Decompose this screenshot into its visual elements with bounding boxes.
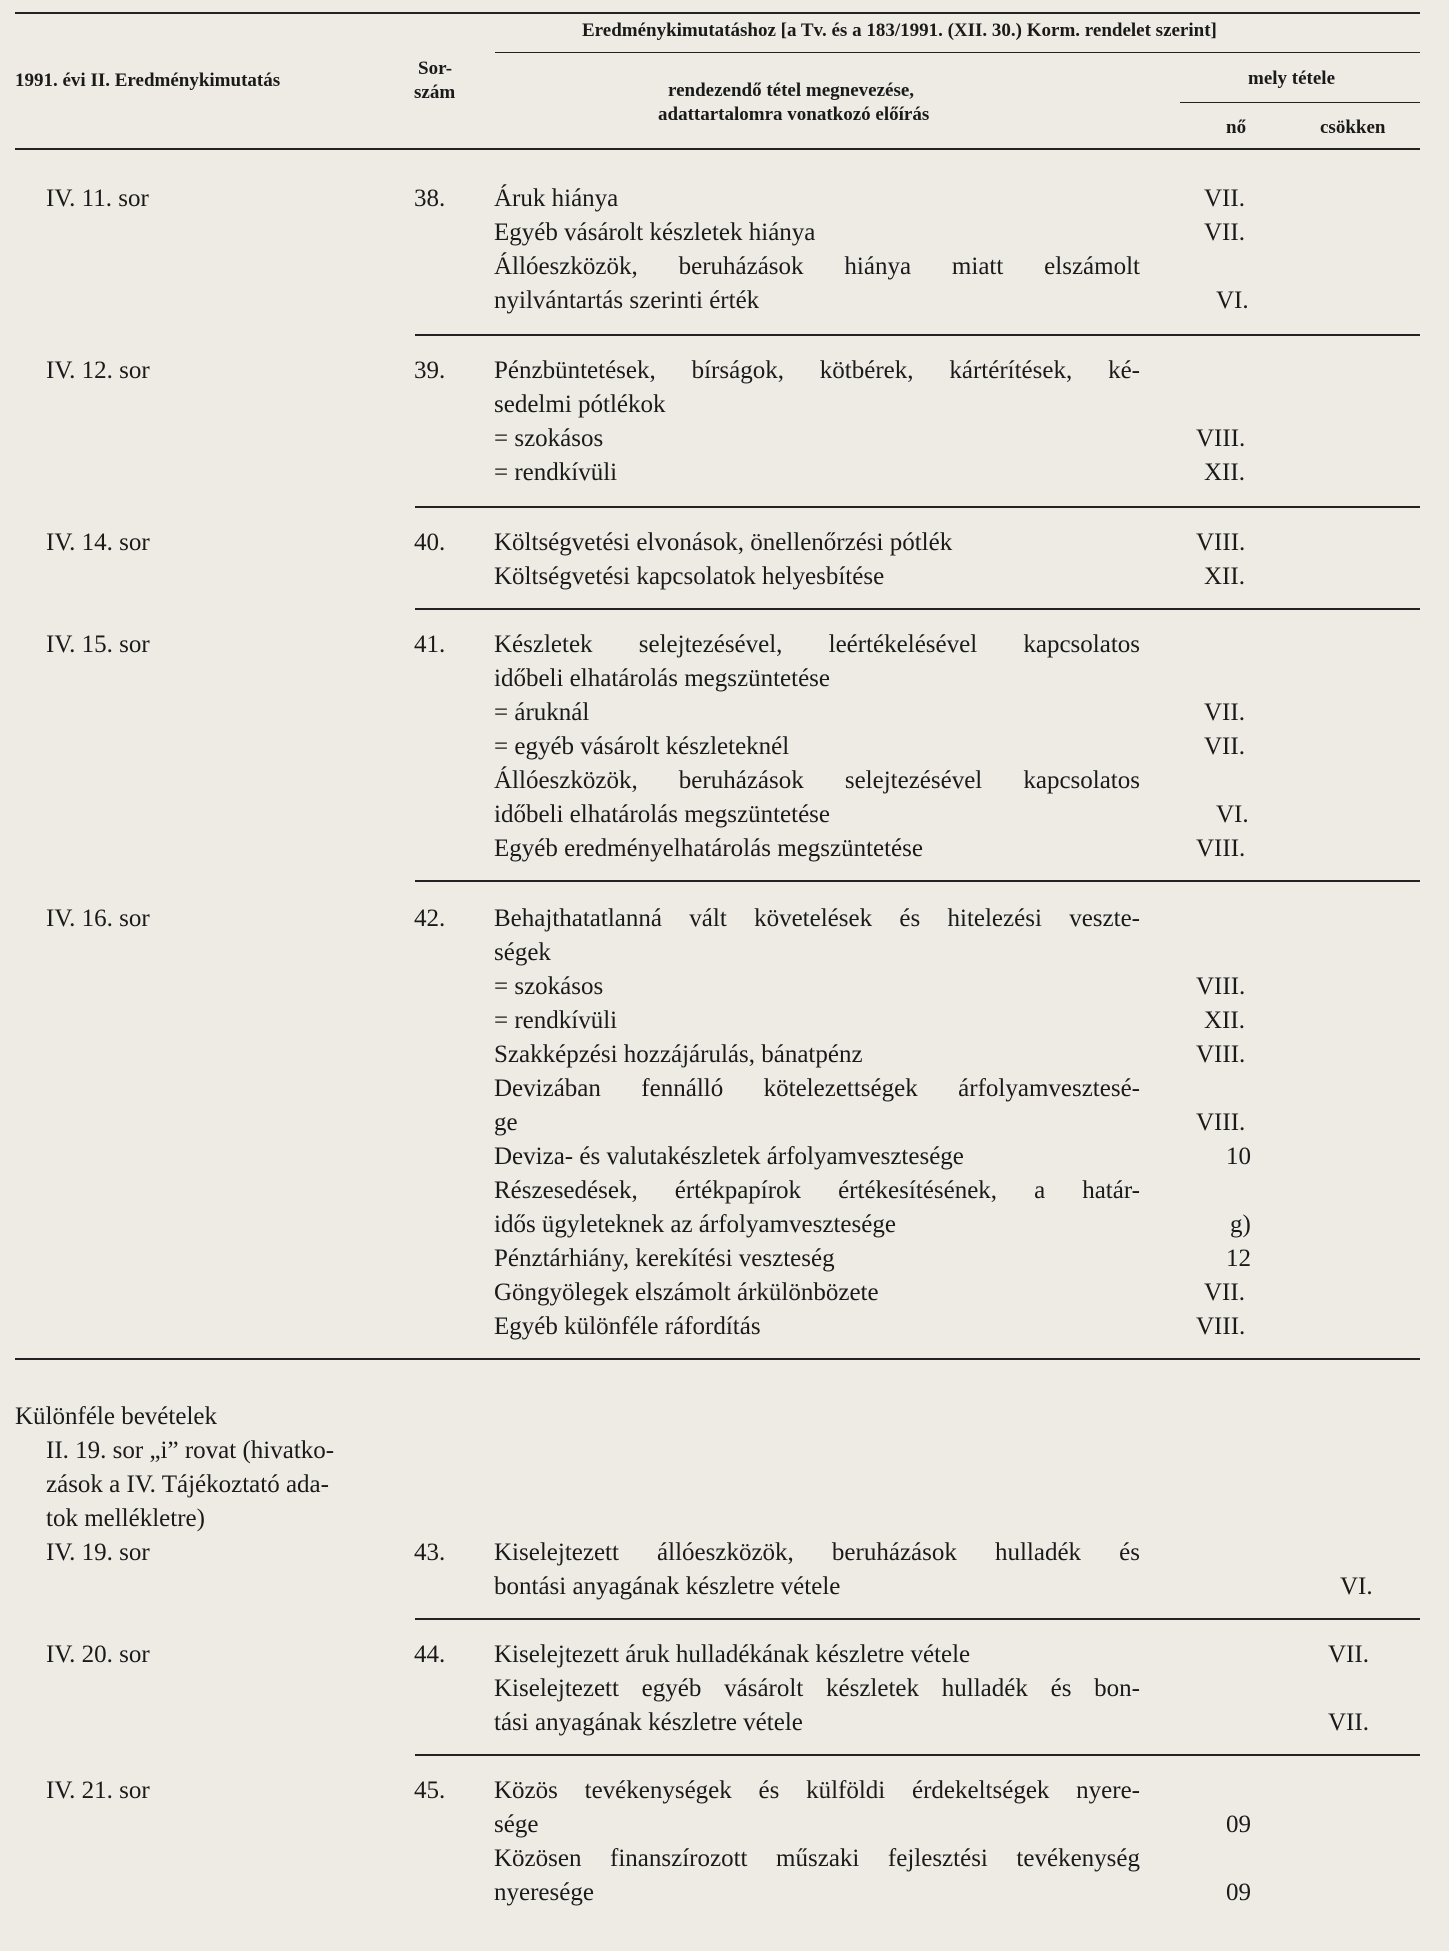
row-line: ge <box>494 1109 518 1136</box>
row-line: Kiselejtezett áruk hulladékának készletre vétele <box>494 1641 971 1668</box>
row-line: = szokásos <box>494 425 604 452</box>
row-num: 45. <box>414 1777 446 1804</box>
row-line: Állóeszközök, beruházások selejtezésével kapcsolatos <box>494 767 1140 794</box>
row-ref: IV. 15. sor <box>46 631 150 658</box>
row-ref: IV. 20. sor <box>46 1641 150 1668</box>
row-line: Devizában fennálló kötelezettségek árfolyamvesztesé- <box>494 1075 1140 1102</box>
row-line: Költségvetési elvonások, önellenőrzési pótlék <box>494 529 953 556</box>
row-value-no: XII. <box>1204 459 1245 486</box>
row-line: = egyéb vásárolt készleteknél <box>494 733 790 760</box>
row-value-no: 09 <box>1226 1879 1251 1906</box>
section-subtitle: tok mellékletre) <box>46 1505 205 1532</box>
row-line: időbeli elhatárolás megszüntetése <box>494 665 830 692</box>
row-value-no: VI. <box>1216 801 1249 828</box>
row-line: időbeli elhatárolás megszüntetése <box>494 801 830 828</box>
section-title: Különféle bevételek <box>15 1403 217 1430</box>
row-value-no: 10 <box>1226 1143 1251 1170</box>
header-top-title: Eredménykimutatáshoz [a Tv. és a 183/1991. (XII. 30.) Korm. rendelet szerint] <box>582 20 1217 41</box>
row-line: tási anyagának készletre vétele <box>494 1709 803 1736</box>
row-ref: IV. 12. sor <box>46 357 150 384</box>
row-separator <box>415 880 1420 882</box>
row-value-csokken: VII. <box>1328 1709 1369 1736</box>
row-line: Közösen finanszírozott műszaki fejlesztési tevékenység <box>494 1845 1140 1872</box>
row-value-no: VIII. <box>1196 1313 1246 1340</box>
row-value-no: VIII. <box>1196 835 1246 862</box>
row-value-no: VII. <box>1204 185 1245 212</box>
row-value-no: XII. <box>1204 1007 1245 1034</box>
section-rule <box>15 1358 1420 1360</box>
header-col-name-1: rendezendő tétel megnevezése, <box>668 80 915 101</box>
row-line: Egyéb eredményelhatárolás megszüntetése <box>494 835 923 862</box>
row-line: Szakképzési hozzájárulás, bánatpénz <box>494 1041 863 1068</box>
section-subtitle: II. 19. sor „i” rovat (hivatko- <box>46 1437 335 1464</box>
section-subtitle: zások a IV. Tájékoztató ada- <box>46 1471 329 1498</box>
row-line: Állóeszközök, beruházások hiánya miatt elszámolt <box>494 253 1140 280</box>
row-value-no: VII. <box>1204 699 1245 726</box>
row-separator <box>415 608 1420 610</box>
row-ref: IV. 21. sor <box>46 1777 150 1804</box>
row-value-csokken: VII. <box>1328 1641 1369 1668</box>
row-num: 38. <box>414 185 446 212</box>
row-value-no: VIII. <box>1196 529 1246 556</box>
row-value-no: VIII. <box>1196 973 1246 1000</box>
row-value-no: g) <box>1230 1211 1251 1238</box>
row-line: idős ügyleteknek az árfolyamvesztesége <box>494 1211 896 1238</box>
row-separator <box>415 506 1420 508</box>
row-num: 41. <box>414 631 446 658</box>
row-value-no: 09 <box>1226 1811 1251 1838</box>
row-line: Göngyölegek elszámolt árkülönbözete <box>494 1279 879 1306</box>
row-line: Behajthatatlanná vált követelések és hitelezési veszte- <box>494 905 1140 932</box>
header-col-sor-1: Sor- <box>418 58 453 79</box>
row-ref: IV. 19. sor <box>46 1539 150 1566</box>
header-col-no: nő <box>1226 117 1247 138</box>
row-ref: IV. 11. sor <box>46 185 149 212</box>
row-line: sége <box>494 1811 539 1838</box>
row-line: = áruknál <box>494 699 590 726</box>
row-line: Készletek selejtezésével, leértékelésével kapcsolatos <box>494 631 1140 658</box>
row-value-no: VII. <box>1204 1279 1245 1306</box>
row-ref: IV. 16. sor <box>46 905 150 932</box>
row-value-no: VII. <box>1204 733 1245 760</box>
row-num: 43. <box>414 1539 446 1566</box>
row-line: nyeresége <box>494 1879 594 1906</box>
row-separator <box>415 1618 1420 1620</box>
header-bottom-rule <box>15 148 1420 150</box>
row-line: = szokásos <box>494 973 604 1000</box>
row-separator <box>415 334 1420 336</box>
row-num: 40. <box>414 529 446 556</box>
row-num: 42. <box>414 905 446 932</box>
row-separator <box>415 1754 1420 1756</box>
row-line: Egyéb vásárolt készletek hiánya <box>494 219 816 246</box>
row-value-no: VIII. <box>1196 1109 1246 1136</box>
row-line: sedelmi pótlékok <box>494 391 666 418</box>
row-line: Részesedések, értékpapírok értékesítésének, a határ- <box>494 1177 1140 1204</box>
row-line: Költségvetési kapcsolatok helyesbítése <box>494 563 885 590</box>
row-line: ségek <box>494 939 551 966</box>
row-num: 39. <box>414 357 446 384</box>
row-line: Egyéb különféle ráfordítás <box>494 1313 761 1340</box>
header-top-rule <box>15 12 1420 14</box>
row-ref: IV. 14. sor <box>46 529 150 556</box>
row-line: Pénzbüntetések, bírságok, kötbérek, kártérítések, ké- <box>494 357 1140 384</box>
header-col-sor-2: szám <box>414 82 456 103</box>
row-value-no: VI. <box>1216 287 1249 314</box>
row-line: Áruk hiánya <box>494 185 619 212</box>
row-line: Kiselejtezett állóeszközök, beruházások hulladék és <box>494 1539 1140 1566</box>
header-mely-rule <box>1180 102 1420 103</box>
row-num: 44. <box>414 1641 446 1668</box>
header-col-mely: mely tétele <box>1248 68 1336 89</box>
row-line: Kiselejtezett egyéb vásárolt készletek hulladék és bon- <box>494 1675 1140 1702</box>
row-line: nyilvántartás szerinti érték <box>494 287 760 314</box>
row-value-no: XII. <box>1204 563 1245 590</box>
row-value-no: VIII. <box>1196 425 1246 452</box>
header-col-csokken: csökken <box>1320 117 1386 138</box>
row-line: Pénztárhiány, kerekítési veszteség <box>494 1245 835 1272</box>
header-col-left: 1991. évi II. Eredménykimutatás <box>15 70 281 91</box>
header-col-name-2: adattartalomra vonatkozó előírás <box>658 104 930 125</box>
row-value-no: 12 <box>1226 1245 1251 1272</box>
row-line: = rendkívüli <box>494 1007 618 1034</box>
row-line: Közös tevékenységek és külföldi érdekeltségek nyere- <box>494 1777 1140 1804</box>
row-line: Deviza- és valutakészletek árfolyamvesztesége <box>494 1143 964 1170</box>
header-sub-rule <box>495 52 1420 53</box>
row-line: = rendkívüli <box>494 459 618 486</box>
row-line: bontási anyagának készletre vétele <box>494 1573 841 1600</box>
row-value-no: VII. <box>1204 219 1245 246</box>
row-value-csokken: VI. <box>1340 1573 1373 1600</box>
row-value-no: VIII. <box>1196 1041 1246 1068</box>
